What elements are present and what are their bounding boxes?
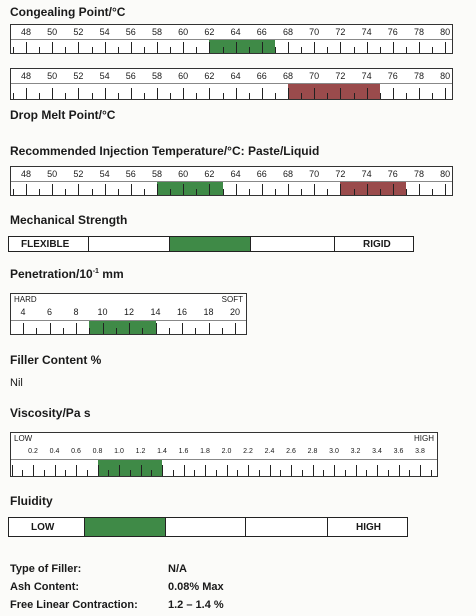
tick-label: 48 — [20, 169, 32, 179]
major-tick — [76, 323, 77, 334]
minor-tick — [151, 470, 152, 476]
major-tick — [262, 184, 263, 195]
major-tick — [367, 42, 368, 53]
minor-tick — [409, 470, 410, 476]
tick-label: 14 — [150, 307, 161, 317]
tick-label: 76 — [387, 71, 398, 81]
tick-label: 3.2 — [350, 448, 361, 455]
tick-label: 54 — [99, 169, 110, 179]
tick-label: 64 — [230, 27, 241, 37]
major-tick — [129, 323, 130, 334]
viscosity-low-label: LOW — [14, 434, 33, 443]
major-tick — [314, 184, 315, 195]
tick-label: 52 — [73, 169, 84, 179]
penetration-exponent: -1 — [92, 268, 99, 275]
mechanical-segment-4 — [251, 237, 335, 251]
tick-label: 3.6 — [393, 448, 404, 455]
tick-label: 3.8 — [415, 448, 425, 455]
tick-label: 70 — [309, 27, 320, 37]
major-tick — [419, 88, 420, 99]
major-tick — [445, 42, 446, 53]
tick-label: 66 — [256, 71, 267, 81]
minor-tick — [354, 47, 355, 53]
major-tick — [184, 465, 185, 476]
minor-tick — [431, 470, 432, 476]
fluidity-heading: Fluidity — [10, 494, 53, 508]
tick-label: 74 — [361, 71, 372, 81]
major-tick — [141, 465, 142, 476]
minor-tick — [65, 93, 66, 99]
minor-tick — [87, 470, 88, 476]
major-tick — [105, 42, 106, 53]
minor-tick — [406, 93, 407, 99]
penetration-hard-label: HARD — [14, 295, 37, 304]
tick-label: 78 — [413, 27, 425, 37]
minor-tick — [301, 47, 302, 53]
minor-tick — [388, 470, 389, 476]
minor-tick — [13, 189, 14, 195]
major-tick — [131, 88, 132, 99]
tick-label: 62 — [204, 27, 215, 37]
drop-melt-point-heading: Drop Melt Point/°C — [10, 108, 116, 122]
tick-label: 2.2 — [243, 448, 253, 455]
mechanical-segment-selected — [170, 237, 251, 251]
minor-tick — [354, 93, 355, 99]
tick-label: 58 — [151, 71, 163, 81]
tick-label: 58 — [151, 169, 163, 179]
minor-tick — [380, 47, 381, 53]
type-of-filler-value: N/A — [168, 563, 187, 575]
ash-content-label: Ash Content: — [10, 581, 80, 593]
injection-temperature-scale — [10, 166, 453, 196]
tick-label: 18 — [203, 307, 214, 317]
minor-tick — [302, 470, 303, 476]
minor-tick — [432, 189, 433, 195]
minor-tick — [406, 47, 407, 53]
major-tick — [445, 88, 446, 99]
mechanical-rigid-label: RIGID — [363, 238, 391, 250]
mechanical-strength-heading: Mechanical Strength — [10, 213, 128, 227]
major-tick — [209, 42, 210, 53]
major-tick — [52, 88, 53, 99]
major-tick — [235, 323, 236, 334]
major-tick — [33, 465, 34, 476]
tick-label: 66 — [256, 169, 267, 179]
tick-label: 0.6 — [71, 448, 81, 455]
minor-tick — [301, 93, 302, 99]
major-tick — [419, 42, 420, 53]
major-tick — [131, 184, 132, 195]
major-tick — [340, 42, 341, 53]
major-tick — [23, 323, 24, 334]
minor-tick — [196, 47, 197, 53]
ash-content-value: 0.08% Max — [168, 581, 224, 593]
minor-tick — [22, 470, 23, 476]
minor-tick — [323, 470, 324, 476]
minor-tick — [65, 189, 66, 195]
tick-label: 1.0 — [114, 448, 124, 455]
major-tick — [288, 88, 289, 99]
major-tick — [393, 88, 394, 99]
minor-tick — [327, 189, 328, 195]
major-tick — [119, 465, 120, 476]
minor-tick — [380, 189, 381, 195]
tick-label: 52 — [73, 27, 84, 37]
viscosity-scale — [10, 432, 438, 477]
tick-label: 1.4 — [157, 448, 167, 455]
minor-tick — [39, 47, 40, 53]
tick-label: 72 — [335, 71, 346, 81]
major-tick — [209, 184, 210, 195]
minor-tick — [432, 47, 433, 53]
major-tick — [78, 88, 79, 99]
major-tick — [288, 184, 289, 195]
major-tick — [98, 465, 99, 476]
fluidity-segment-4 — [246, 518, 328, 536]
mechanical-strength-bar — [8, 236, 414, 252]
minor-tick — [116, 328, 117, 334]
fluidity-segment-3 — [166, 518, 246, 536]
minor-tick — [63, 328, 64, 334]
major-tick — [183, 88, 184, 99]
fluidity-segment-selected — [85, 518, 166, 536]
minor-tick — [108, 470, 109, 476]
minor-tick — [194, 470, 195, 476]
penetration-unit: mm — [98, 267, 124, 281]
viscosity-high-label: HIGH — [414, 434, 434, 443]
major-tick — [236, 88, 237, 99]
tick-label: 3.4 — [372, 448, 382, 455]
major-tick — [393, 42, 394, 53]
major-tick — [340, 184, 341, 195]
tick-label: 56 — [125, 71, 136, 81]
tick-label: 48 — [20, 71, 32, 81]
major-tick — [248, 465, 249, 476]
tick-label: 2.0 — [221, 448, 232, 455]
major-tick — [445, 184, 446, 195]
tick-label: 12 — [123, 307, 135, 317]
tick-label: 0.8 — [92, 448, 103, 455]
tick-label: 72 — [335, 27, 346, 37]
tick-label: 66 — [256, 27, 267, 37]
major-tick — [182, 323, 183, 334]
tick-label: 60 — [178, 71, 189, 81]
major-tick — [340, 88, 341, 99]
tick-label: 6 — [46, 307, 53, 317]
injection-temperature-heading: Recommended Injection Temperature/°C: Paste/Liquid — [10, 144, 320, 158]
minor-tick — [170, 93, 171, 99]
tick-label: 1.6 — [178, 448, 189, 455]
major-tick — [162, 465, 163, 476]
major-tick — [377, 465, 378, 476]
minor-tick — [249, 189, 250, 195]
minor-tick — [195, 328, 196, 334]
major-tick — [334, 465, 335, 476]
tick-label: 50 — [47, 71, 58, 81]
minor-tick — [65, 47, 66, 53]
major-tick — [205, 465, 206, 476]
minor-tick — [432, 93, 433, 99]
minor-tick — [142, 328, 143, 334]
fluidity-high-label: HIGH — [356, 521, 381, 533]
major-tick — [291, 465, 292, 476]
tick-label: 80 — [440, 27, 451, 37]
tick-label: 68 — [282, 71, 294, 81]
minor-tick — [327, 47, 328, 53]
minor-tick — [144, 189, 145, 195]
major-tick — [393, 184, 394, 195]
tick-label: 16 — [176, 307, 188, 317]
minor-tick — [89, 328, 90, 334]
tick-label: 10 — [97, 307, 108, 317]
tick-label: 68 — [282, 169, 294, 179]
minor-tick — [275, 189, 276, 195]
minor-tick — [13, 47, 14, 53]
major-tick — [209, 88, 210, 99]
major-tick — [399, 465, 400, 476]
tick-label: 76 — [387, 169, 398, 179]
minor-tick — [39, 189, 40, 195]
minor-tick — [44, 470, 45, 476]
major-tick — [270, 465, 271, 476]
filler-content-heading: Filler Content % — [10, 353, 102, 367]
major-tick — [12, 465, 13, 476]
major-tick — [52, 184, 53, 195]
minor-tick — [275, 93, 276, 99]
tick-label: 60 — [178, 169, 189, 179]
minor-tick — [144, 93, 145, 99]
drop-melt-point-scale — [10, 68, 453, 100]
mechanical-flexible-label: FLEXIBLE — [9, 237, 89, 251]
minor-tick — [169, 328, 170, 334]
minor-tick — [118, 189, 119, 195]
minor-tick — [380, 93, 381, 99]
major-tick — [236, 184, 237, 195]
major-tick — [367, 88, 368, 99]
tick-label: 56 — [125, 169, 136, 179]
congealing-point-heading: Congealing Point/°C — [10, 5, 126, 19]
major-tick — [314, 42, 315, 53]
tick-label: 54 — [99, 27, 110, 37]
fluidity-bar — [8, 517, 408, 537]
tick-label: 76 — [387, 27, 398, 37]
tick-label: 64 — [230, 71, 241, 81]
tick-label: 62 — [204, 169, 215, 179]
major-tick — [78, 42, 79, 53]
tick-label: 58 — [151, 27, 163, 37]
tick-label: 74 — [361, 27, 372, 37]
minor-tick — [118, 47, 119, 53]
major-tick — [78, 184, 79, 195]
tick-label: 78 — [413, 71, 425, 81]
minor-tick — [222, 328, 223, 334]
tick-label: 60 — [178, 27, 189, 37]
tick-label: 50 — [47, 169, 58, 179]
tick-label: 64 — [230, 169, 241, 179]
major-tick — [419, 184, 420, 195]
viscosity-heading: Viscosity/Pa s — [10, 406, 91, 420]
minor-tick — [118, 93, 119, 99]
major-tick — [26, 42, 27, 53]
major-tick — [288, 42, 289, 53]
minor-tick — [92, 47, 93, 53]
tick-label: 68 — [282, 27, 294, 37]
minor-tick — [92, 189, 93, 195]
minor-tick — [39, 93, 40, 99]
tick-label: 62 — [204, 71, 215, 81]
penetration-scale — [10, 293, 247, 335]
tick-label: 80 — [440, 169, 451, 179]
major-tick — [157, 42, 158, 53]
major-tick — [26, 184, 27, 195]
tick-label: 70 — [309, 71, 320, 81]
major-tick — [157, 184, 158, 195]
minor-tick — [196, 93, 197, 99]
tick-label: 80 — [440, 71, 451, 81]
minor-tick — [144, 47, 145, 53]
major-tick — [103, 323, 104, 334]
mechanical-segment-2 — [89, 237, 170, 251]
major-tick — [236, 42, 237, 53]
penetration-heading — [10, 267, 124, 281]
minor-tick — [173, 470, 174, 476]
penetration-soft-label: SOFT — [221, 295, 243, 304]
tick-label: 2.8 — [307, 448, 318, 455]
tick-label: 72 — [335, 169, 346, 179]
tick-label: 8 — [73, 307, 79, 317]
minor-tick — [170, 189, 171, 195]
minor-tick — [196, 189, 197, 195]
minor-tick — [249, 47, 250, 53]
minor-tick — [170, 47, 171, 53]
tick-label: 4 — [20, 307, 26, 317]
major-tick — [50, 323, 51, 334]
major-tick — [183, 42, 184, 53]
minor-tick — [406, 189, 407, 195]
congealing-point-scale — [10, 24, 453, 54]
free-linear-contraction-label: Free Linear Contraction: — [10, 599, 138, 611]
minor-tick — [345, 470, 346, 476]
tick-label: 2.4 — [264, 448, 275, 455]
minor-tick — [301, 189, 302, 195]
minor-tick — [237, 470, 238, 476]
tick-label: 20 — [229, 307, 241, 317]
minor-tick — [92, 93, 93, 99]
minor-tick — [223, 47, 224, 53]
tick-label: 54 — [99, 71, 110, 81]
minor-tick — [36, 328, 37, 334]
tick-label: 0.2 — [28, 448, 38, 455]
minor-tick — [366, 470, 367, 476]
penetration-title: Penetration/10 — [10, 267, 93, 281]
fluidity-low-label: LOW — [9, 518, 85, 536]
major-tick — [157, 88, 158, 99]
tick-label: 78 — [413, 169, 425, 179]
major-tick — [313, 465, 314, 476]
tick-label: 52 — [73, 71, 84, 81]
major-tick — [105, 184, 106, 195]
minor-tick — [65, 470, 66, 476]
filler-content-value: Nil — [10, 377, 23, 389]
tick-label: 74 — [361, 169, 372, 179]
major-tick — [183, 184, 184, 195]
tick-label: 3.0 — [329, 448, 339, 455]
tick-label: 50 — [47, 27, 58, 37]
tick-label: 1.2 — [135, 448, 146, 455]
minor-tick — [216, 470, 217, 476]
type-of-filler-label: Type of Filler: — [10, 563, 82, 575]
major-tick — [156, 323, 157, 334]
tick-label: 48 — [20, 27, 32, 37]
minor-tick — [280, 470, 281, 476]
major-tick — [55, 465, 56, 476]
minor-tick — [130, 470, 131, 476]
tick-label: 56 — [125, 27, 136, 37]
major-tick — [420, 465, 421, 476]
tick-label: 2.6 — [286, 448, 296, 455]
major-tick — [52, 42, 53, 53]
major-tick — [26, 88, 27, 99]
free-linear-contraction-value: 1.2 – 1.4 % — [168, 599, 224, 611]
major-tick — [76, 465, 77, 476]
tick-label: 70 — [309, 169, 320, 179]
minor-tick — [275, 47, 276, 53]
major-tick — [105, 88, 106, 99]
minor-tick — [259, 470, 260, 476]
major-tick — [262, 42, 263, 53]
minor-tick — [354, 189, 355, 195]
major-tick — [262, 88, 263, 99]
major-tick — [356, 465, 357, 476]
minor-tick — [13, 93, 14, 99]
major-tick — [367, 184, 368, 195]
major-tick — [314, 88, 315, 99]
tick-label: 1.8 — [200, 448, 210, 455]
minor-tick — [249, 93, 250, 99]
tick-label: 0.4 — [49, 448, 60, 455]
major-tick — [227, 465, 228, 476]
minor-tick — [223, 189, 224, 195]
major-tick — [131, 42, 132, 53]
minor-tick — [327, 93, 328, 99]
major-tick — [209, 323, 210, 334]
minor-tick — [223, 93, 224, 99]
